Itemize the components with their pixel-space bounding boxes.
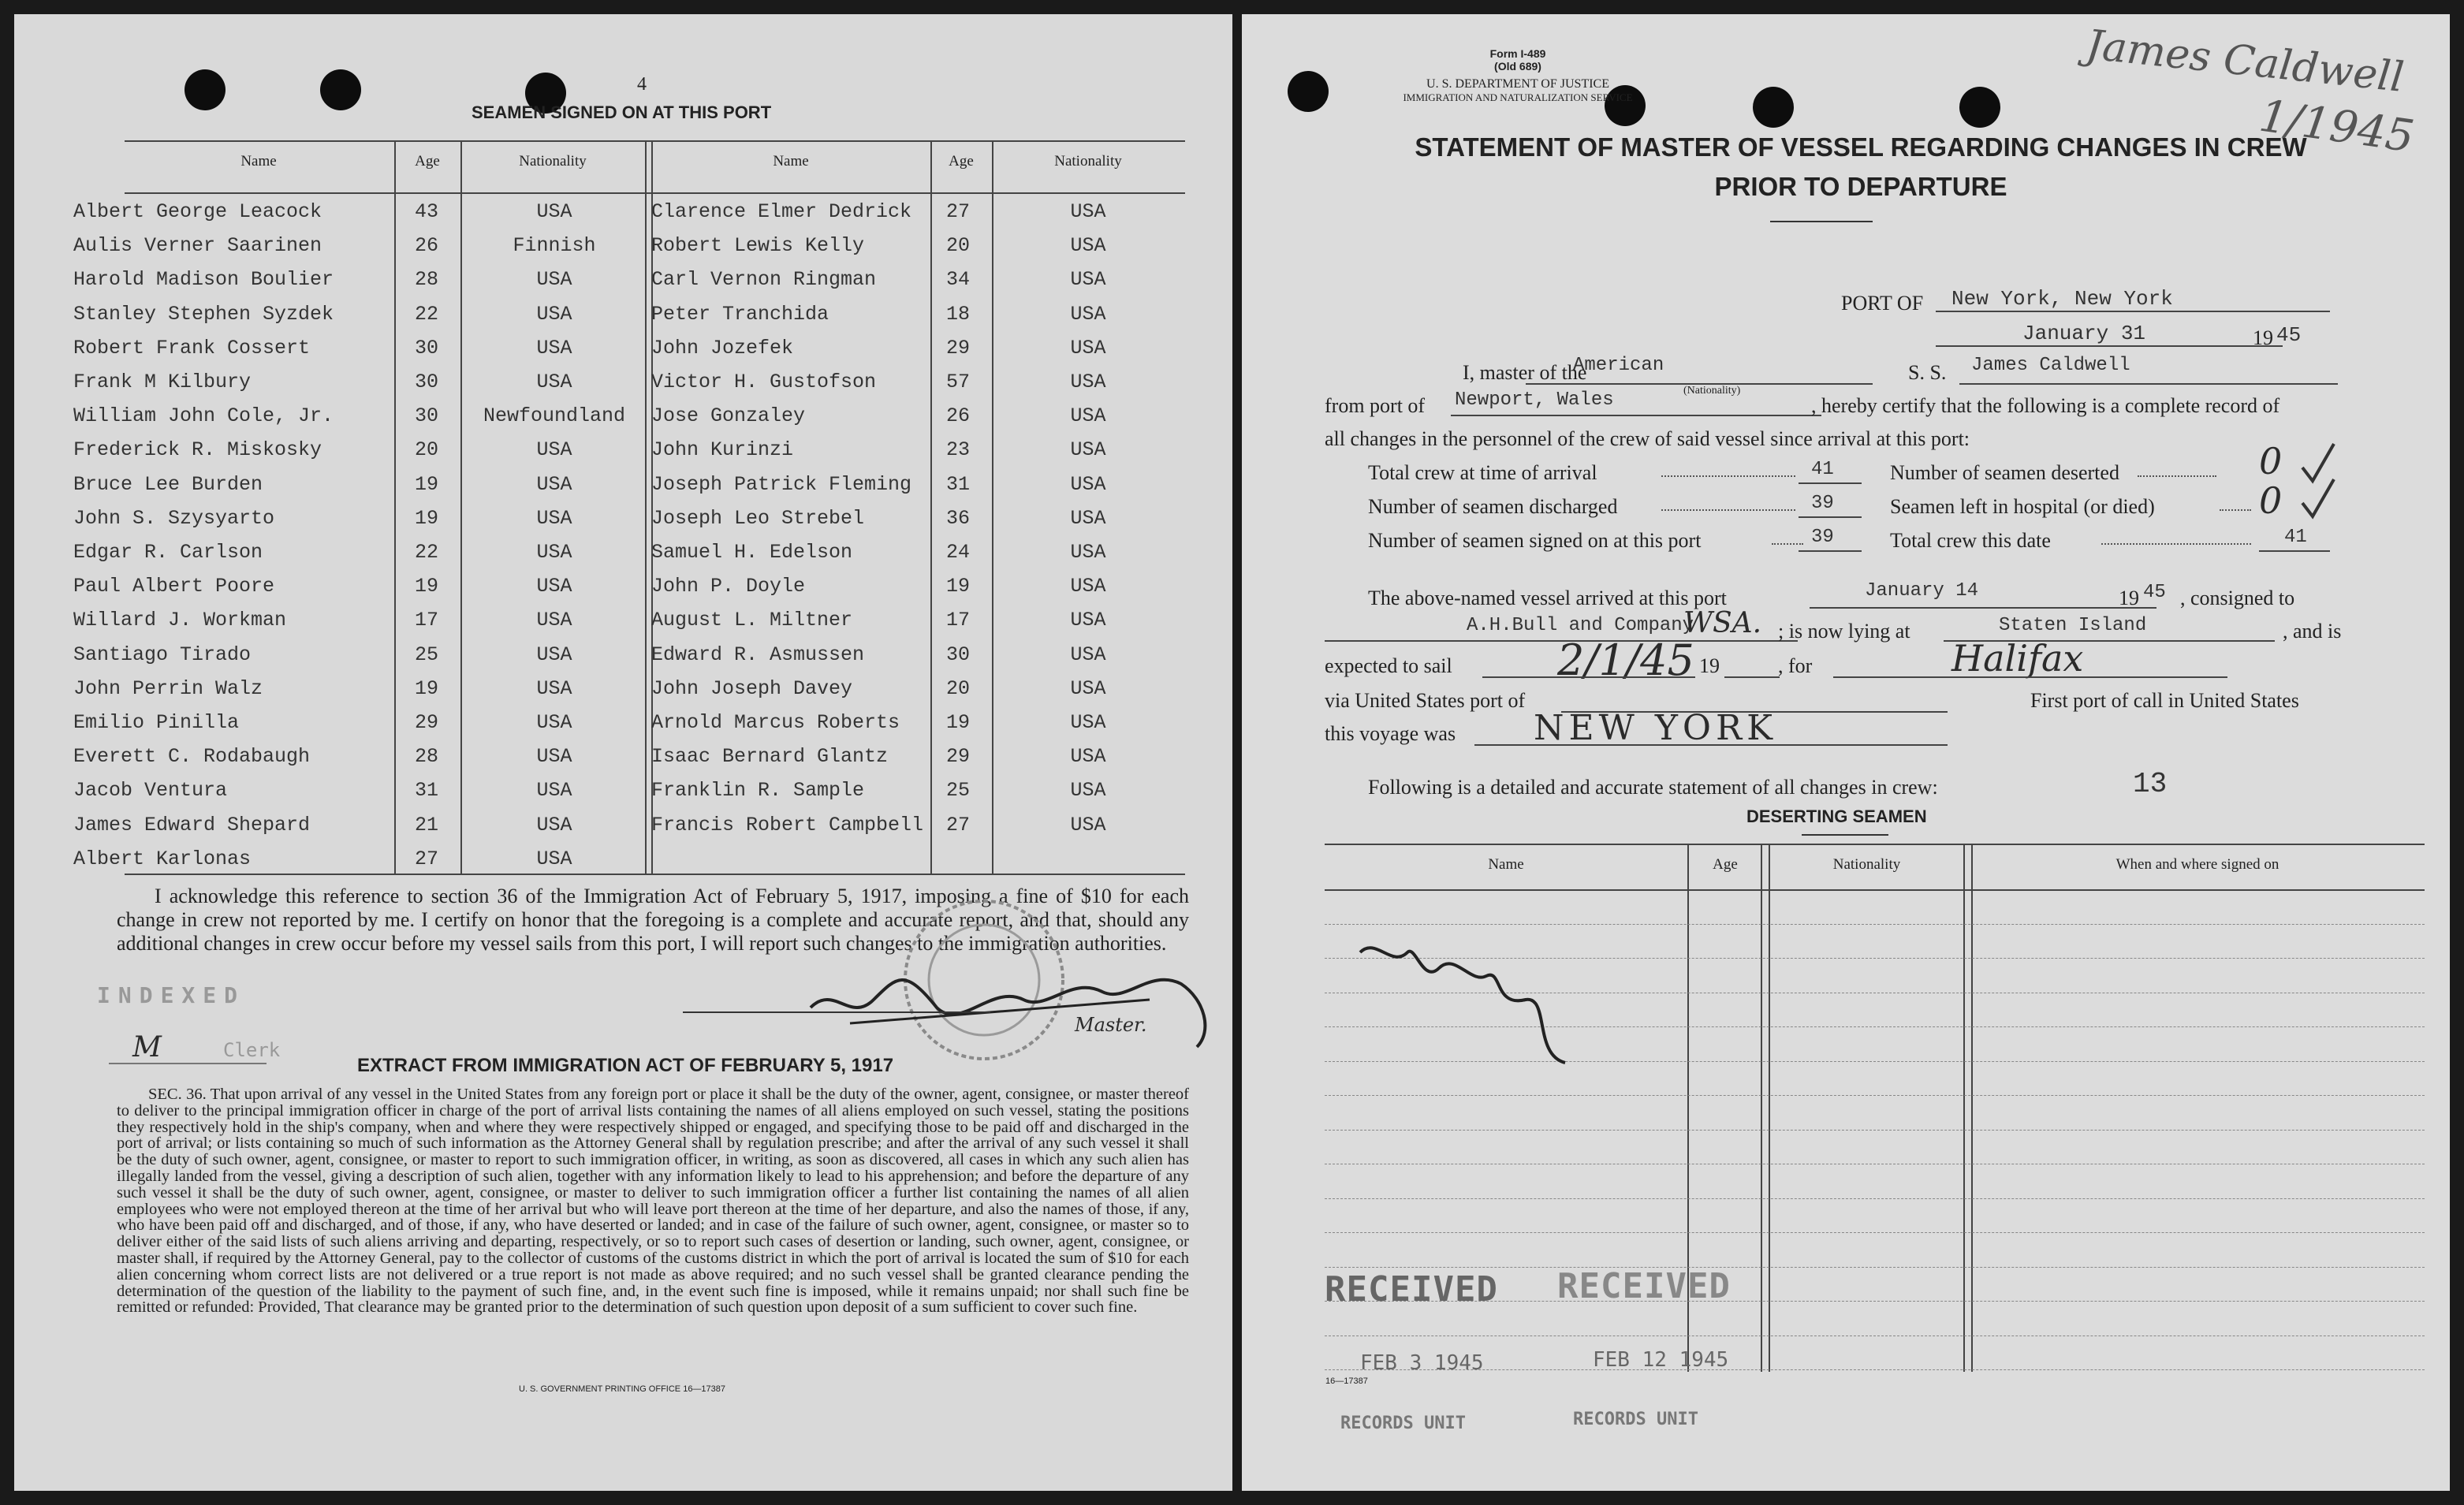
left-page [14,14,1232,1491]
seaman-name: Robert Lewis Kelly [651,234,865,258]
table-divider [1963,844,1965,1372]
discharged-label: Number of seamen discharged [1368,495,1618,518]
indexed-stamp: INDEXED [97,982,246,1008]
punch-hole [1288,71,1329,112]
date-stamp: FEB 12 1945 [1593,1348,1729,1372]
punch-hole [1753,87,1794,128]
signature-rule [683,1011,990,1013]
seaman-age: 29 [414,711,438,734]
seaman-nat: USA [1070,302,1106,326]
total-crew-arrival-value: 41 [1811,459,1834,480]
acknowledgement-text: I acknowledge this reference to section 36 of the Immigration Act of February 5, 1917, imposing a fine of $10 for each change in crew not reported by me. I certify on honor that the foregoing is a complete and accurate report, and that, should any additional changes in crew occur before my vessel sails from this port, I will report such changes to the immigration authorities. [117,885,1189,955]
seaman-name: Emilio Pinilla [73,711,240,734]
seaman-name: Willard J. Workman [73,609,287,632]
from-port-rule [1451,415,1821,416]
seaman-name: Jose Gonzaley [651,404,806,428]
table-divider [1769,844,1770,1372]
consignee-value: A.H.Bull and Company [1467,615,1694,636]
table-header-rule [1325,889,2425,891]
col-header-age: Age [415,153,440,169]
seaman-age: 19 [414,575,438,598]
title-line-1: STATEMENT OF MASTER OF VESSEL REGARDING CHANGES IN CREW [1415,132,2307,162]
seaman-nat: USA [536,541,572,564]
seaman-nat: USA [536,779,572,803]
ss-label: S. S. [1908,361,1947,384]
expected-label: expected to sail [1325,654,1452,677]
handwritten-date: 1/1945 [2256,90,2417,163]
seaman-age: 19 [945,711,970,734]
total-crew-date-value: 41 [2284,527,2307,548]
first-port-label: First port of call in United States [2030,689,2299,712]
handwritten-ship-name: James Caldwell [2083,21,2406,102]
consigned-label: , consigned to [2180,587,2295,609]
seaman-nat: USA [1070,371,1106,393]
seaman-name: John Joseph Davey [651,676,853,700]
col-header-name: Name [240,153,277,169]
seaman-nat: USA [536,847,572,870]
check-mark-icon [2298,475,2338,523]
seaman-nat: USA [1070,268,1106,292]
for-value: Halifax [1951,637,2084,680]
total-crew-date-label: Total crew this date [1890,529,2051,552]
value-rule [1833,676,2227,678]
deserting-title-rule [1802,834,1888,836]
table-row-rule [1325,1267,2425,1268]
seaman-age: 30 [945,643,970,666]
seaman-age: 27 [945,813,970,836]
leader-dots [2138,475,2216,477]
ship-rule [1959,383,2338,385]
seaman-name: John S. Szysyarto [73,506,275,530]
expected-value: 2/1/45 [1557,635,1694,685]
seaman-age: 17 [414,609,438,632]
leader-dots [1661,475,1795,477]
seaman-nat: USA [536,609,572,632]
gpo-footer: U. S. GOVERNMENT PRINTING OFFICE 16—17387 [519,1384,726,1394]
hospital-label: Seamen left in hospital (or died) [1890,495,2155,518]
table-divider [460,140,462,874]
seaman-nat: Finnish [513,234,596,258]
received-stamp: RECEIVED [1325,1269,1498,1309]
service-name: IMMIGRATION AND NATURALIZATION SERVICE [1403,91,1633,103]
master-of-label: I, master of the [1463,361,1587,384]
seaman-nat: USA [536,472,572,496]
value-rule [1799,482,1862,484]
seaman-age: 26 [414,234,438,258]
from-port-label: from port of [1325,394,1426,417]
seaman-name: Isaac Bernard Glantz [651,745,889,769]
seaman-age: 19 [414,676,438,700]
value-rule [1482,676,1695,678]
seaman-nat: USA [1070,200,1106,223]
seaman-name: Stanley Stephen Syzdek [73,302,334,326]
clerk-rule [109,1063,267,1064]
seaman-age: 29 [945,745,970,769]
leader-dots [2101,543,2251,545]
seaman-age: 34 [945,268,970,292]
seaman-age: 57 [945,371,970,393]
discharged-value: 39 [1811,493,1834,514]
seaman-age: 21 [414,813,438,836]
seaman-name: Frederick R. Miskosky [73,438,322,462]
ship-name-value: James Caldwell [1971,355,2130,376]
table-divider [1971,844,1973,1372]
seaman-age: 30 [414,371,438,393]
seaman-name: Aulis Verner Saarinen [73,234,322,258]
seaman-name: William John Cole, Jr. [73,404,334,428]
received-stamp: RECEIVED [1557,1266,1731,1306]
seaman-nat: USA [536,506,572,530]
seaman-name: James Edward Shepard [73,813,311,836]
port-of-value: New York, New York [1951,287,2173,311]
following-label: Following is a detailed and accurate statement of all changes in crew: [1368,776,1938,799]
seaman-name: Albert George Leacock [73,200,322,223]
seaman-name: Joseph Leo Strebel [651,506,865,530]
section-36-text: SEC. 36. That upon arrival of any vessel in the United States from any foreign port or place it shall be the duty of the owner, agent, consignee, or master thereof to deliver to the principal immigration officer in charge of the port of arrival lists containing the names of all aliens employed on such vessel, stating the positions they respectively hold in the ship's company, when and where they were respectively shipped or engaged, and specifying those to be paid off and discharged in the port of arrival; or lists containing so much of such information as the Attorney General shall by regulation prescribe; and after the arrival of any such vessel it shall be the duty of such owner, agent, consignee, or master to report to such immigration officer, in writing, as soon as discovered, all cases in which any such alien has illegally landed from the vessel, giving a description of such alien, together with any information likely to lead to his apprehension; and before the departure of any such vessel it shall be the duty of such owner, agent, consignee, or master to deliver to such immigration officer a further list containing the names of all alien employees who were not employed thereon at the time of her arrival but who will leave port thereon at the time of her departure, and also the names of those, if any, who have been paid off and discharged, and of those, if any, who have deserted or landed; and in case of the failure of such owner, agent, consignee, or master so to deliver either of the said lists of such aliens arriving and departing, respectively, or so to report such cases of desertion or landing, such owner, agent, consignee, or master shall, if required by the Attorney General, pay to the collector of customs of the customs district in which the port of arrival is located the sum of $10 for each alien concerning whom correct lists are not delivered or a true report is not made as above required; and no such vessel shall be granted clearance pending the determination of the question of the liability to the payment of such fine, and, in the event such fine is imposed, while it remains unpaid; nor shall such fine be remitted or refunded: Provided, That clearance may be granted prior to the determination of such question upon deposit of a sum sufficient to cover such fine. [117,1086,1189,1317]
records-unit-stamp: RECORDS UNIT [1573,1410,1698,1429]
leader-dots [1661,509,1795,511]
seaman-nat: USA [536,336,572,359]
seaman-name: John Jozefek [651,336,794,359]
seaman-name: Samuel H. Edelson [651,541,853,564]
year-value: 45 [2276,323,2302,347]
hospital-value: 0 [2259,479,2283,522]
seaman-name: Robert Frank Cossert [73,336,311,359]
seaman-name: Edgar R. Carlson [73,541,263,564]
table-divider [645,140,647,874]
punch-hole [185,69,226,110]
seaman-nat: USA [536,575,572,598]
seaman-age: 25 [945,779,970,803]
seaman-name: Victor H. Gustofson [651,371,877,393]
seaman-name: Peter Tranchida [651,302,829,326]
consignee-handwritten: WSA. [1683,607,1762,639]
seaman-age: 26 [945,404,970,428]
seaman-age: 22 [414,302,438,326]
deserting-title: DESERTING SEAMEN [1746,807,1927,826]
expected-year-prefix: 19 [1699,654,1720,677]
total-crew-arrival-label: Total crew at time of arrival [1368,461,1597,484]
seaman-age: 25 [414,643,438,666]
seaman-nat: USA [1070,609,1106,632]
lying-label: ; is now lying at [1778,620,1910,643]
col-header-nationality: Nationality [1054,153,1122,169]
seaman-name: Santiago Tirado [73,643,252,666]
leader-dots [2220,509,2251,511]
records-unit-stamp: RECORDS UNIT [1340,1414,1466,1433]
voyage-value: NEW YORK [1534,708,1777,748]
master-signature [787,937,1252,1063]
seaman-age: 31 [945,472,970,496]
seaman-age: 18 [945,302,970,326]
seaman-name: Everett C. Rodabaugh [73,745,311,769]
seaman-age: 27 [945,200,970,223]
voyage-label: this voyage was [1325,722,1456,745]
title-rule [1770,221,1873,222]
year-prefix: 19 [2253,326,2273,349]
col-header-name: Name [773,153,809,169]
table-row-rule [1325,1095,2425,1096]
seaman-name: Edward R. Asmussen [651,643,865,666]
seaman-nat: USA [536,676,572,700]
seaman-nat: USA [1070,234,1106,258]
date-rule [1936,345,2283,347]
seaman-nat: Newfoundland [483,404,626,428]
page-number: 4 [637,74,647,95]
seaman-age: 31 [414,779,438,803]
nationality-caption: (Nationality) [1683,385,1741,397]
table-divider [394,140,396,874]
seaman-nat: USA [536,643,572,666]
all-changes-text: all changes in the personnel of the crew of said vessel since arrival at this port: [1325,427,1970,450]
signed-on-value: 39 [1811,527,1834,548]
and-is-label: , and is [2283,620,2342,643]
title-line-2: PRIOR TO DEPARTURE [1714,172,2007,201]
seaman-age: 28 [414,745,438,769]
table-divider [1761,844,1762,1372]
date-stamp: FEB 3 1945 [1360,1351,1484,1375]
value-rule [1474,744,1948,746]
port-of-label: PORT OF [1841,292,1924,315]
value-rule [1799,516,1862,518]
seaman-nat: USA [1070,643,1106,666]
form-number: Form I-489 [1489,47,1546,60]
seaman-age: 24 [945,541,970,564]
seaman-name: Paul Albert Poore [73,575,275,598]
lying-value: Staten Island [1999,615,2147,636]
seaman-age: 27 [414,847,438,870]
following-value: 13 [2133,768,2168,800]
left-title: SEAMEN SIGNED ON AT THIS PORT [472,102,772,122]
seaman-age: 30 [414,404,438,428]
seaman-nat: USA [1070,404,1106,428]
via-label: via United States port of [1325,689,1526,712]
nationality-value: American [1573,355,1664,376]
seaman-name: Frank M Kilbury [73,371,252,393]
seaman-name: Jacob Ventura [73,779,228,803]
seaman-age: 30 [414,336,438,359]
signed-on-label: Number of seamen signed on at this port [1368,529,1702,552]
seaman-nat: USA [1070,676,1106,700]
seaman-nat: USA [1070,541,1106,564]
seaman-age: 22 [414,541,438,564]
col-header-name: Name [1488,856,1524,873]
seaman-name: Joseph Patrick Fleming [651,472,912,496]
seaman-nat: USA [1070,438,1106,462]
leader-dots [1772,543,1803,545]
seaman-nat: USA [536,438,572,462]
seaman-name: Franklin R. Sample [651,779,865,803]
seaman-name: John P. Doyle [651,575,806,598]
from-port-value: Newport, Wales [1455,389,1614,411]
seaman-nat: USA [1070,506,1106,530]
table-header-rule [125,192,1185,194]
clerk-label: Clerk [223,1039,281,1061]
seaman-nat: USA [1070,779,1106,803]
seaman-nat: USA [536,711,572,734]
handwritten-none-mark [1344,921,1581,1078]
for-label: , for [1778,654,1813,677]
port-rule [1936,311,2330,312]
col-header-age: Age [1713,856,1738,873]
form-old-number: (Old 689) [1494,60,1541,73]
seaman-age: 28 [414,268,438,292]
punch-hole [1959,87,2000,128]
seaman-nat: USA [536,371,572,393]
seaman-name: Harold Madison Boulier [73,268,334,292]
certify-text: , hereby certify that the following is a complete record of [1811,394,2280,417]
seaman-age: 20 [945,676,970,700]
seaman-age: 23 [945,438,970,462]
seaman-nat: USA [536,745,572,769]
seaman-name: August L. Miltner [651,609,853,632]
seaman-nat: USA [536,813,572,836]
punch-hole [320,69,361,110]
table-top-rule [1325,844,2425,845]
form-code: 16—17387 [1325,1376,1368,1386]
seaman-name: John Kurinzi [651,438,794,462]
seaman-age: 43 [414,200,438,223]
right-page [1242,14,2450,1491]
value-rule [1799,550,1862,552]
seaman-nat: USA [1070,575,1106,598]
extract-title: EXTRACT FROM IMMIGRATION ACT OF FEBRUARY 5, 1917 [357,1055,894,1076]
seaman-nat: USA [1070,813,1106,836]
seaman-age: 19 [414,506,438,530]
master-label: Master. [1075,1014,1147,1036]
department-name: U. S. DEPARTMENT OF JUSTICE [1426,77,1609,91]
seaman-nat: USA [1070,336,1106,359]
arrived-year-prefix: 19 [2119,587,2139,609]
deserted-value: 0 [2259,440,2283,482]
seaman-nat: USA [1070,472,1106,496]
seaman-age: 17 [945,609,970,632]
seaman-name: Albert Karlonas [73,847,252,870]
seaman-age: 36 [945,506,970,530]
seaman-name: Bruce Lee Burden [73,472,263,496]
value-rule [1810,607,2156,609]
col-header-when: When and where signed on [2115,856,2279,873]
seaman-age: 29 [945,336,970,359]
date-value: January 31 [2022,322,2146,345]
col-header-nationality: Nationality [519,153,587,169]
table-row-rule [1325,1369,2425,1370]
table-row-rule [1325,1232,2425,1233]
seaman-name: Arnold Marcus Roberts [651,711,900,734]
table-top-rule [125,140,1185,142]
clerk-initial: M [132,1031,162,1064]
table-row-rule [1325,1198,2425,1199]
seaman-name: Francis Robert Campbell [651,813,924,836]
deserted-label: Number of seamen deserted [1890,461,2119,484]
arrived-value: January 14 [1865,580,1979,602]
seaman-nat: USA [1070,711,1106,734]
seaman-age: 19 [414,472,438,496]
arrived-label: The above-named vessel arrived at this port [1368,587,1727,609]
seaman-age: 20 [945,234,970,258]
table-bottom-rule [125,874,1185,875]
seaman-nat: USA [536,302,572,326]
col-header-age: Age [949,153,974,169]
col-header-nationality: Nationality [1832,856,1901,873]
value-rule [2259,550,2330,552]
seaman-name: Clarence Elmer Dedrick [651,200,912,223]
seaman-nat: USA [1070,745,1106,769]
seaman-age: 19 [945,575,970,598]
arrived-year: 45 [2143,582,2166,603]
seaman-nat: USA [536,200,572,223]
seaman-name: John Perrin Walz [73,676,263,700]
seaman-nat: USA [536,268,572,292]
value-rule [1724,676,1780,678]
seaman-age: 20 [414,438,438,462]
table-row-rule [1325,1130,2425,1131]
seaman-name: Carl Vernon Ringman [651,268,877,292]
